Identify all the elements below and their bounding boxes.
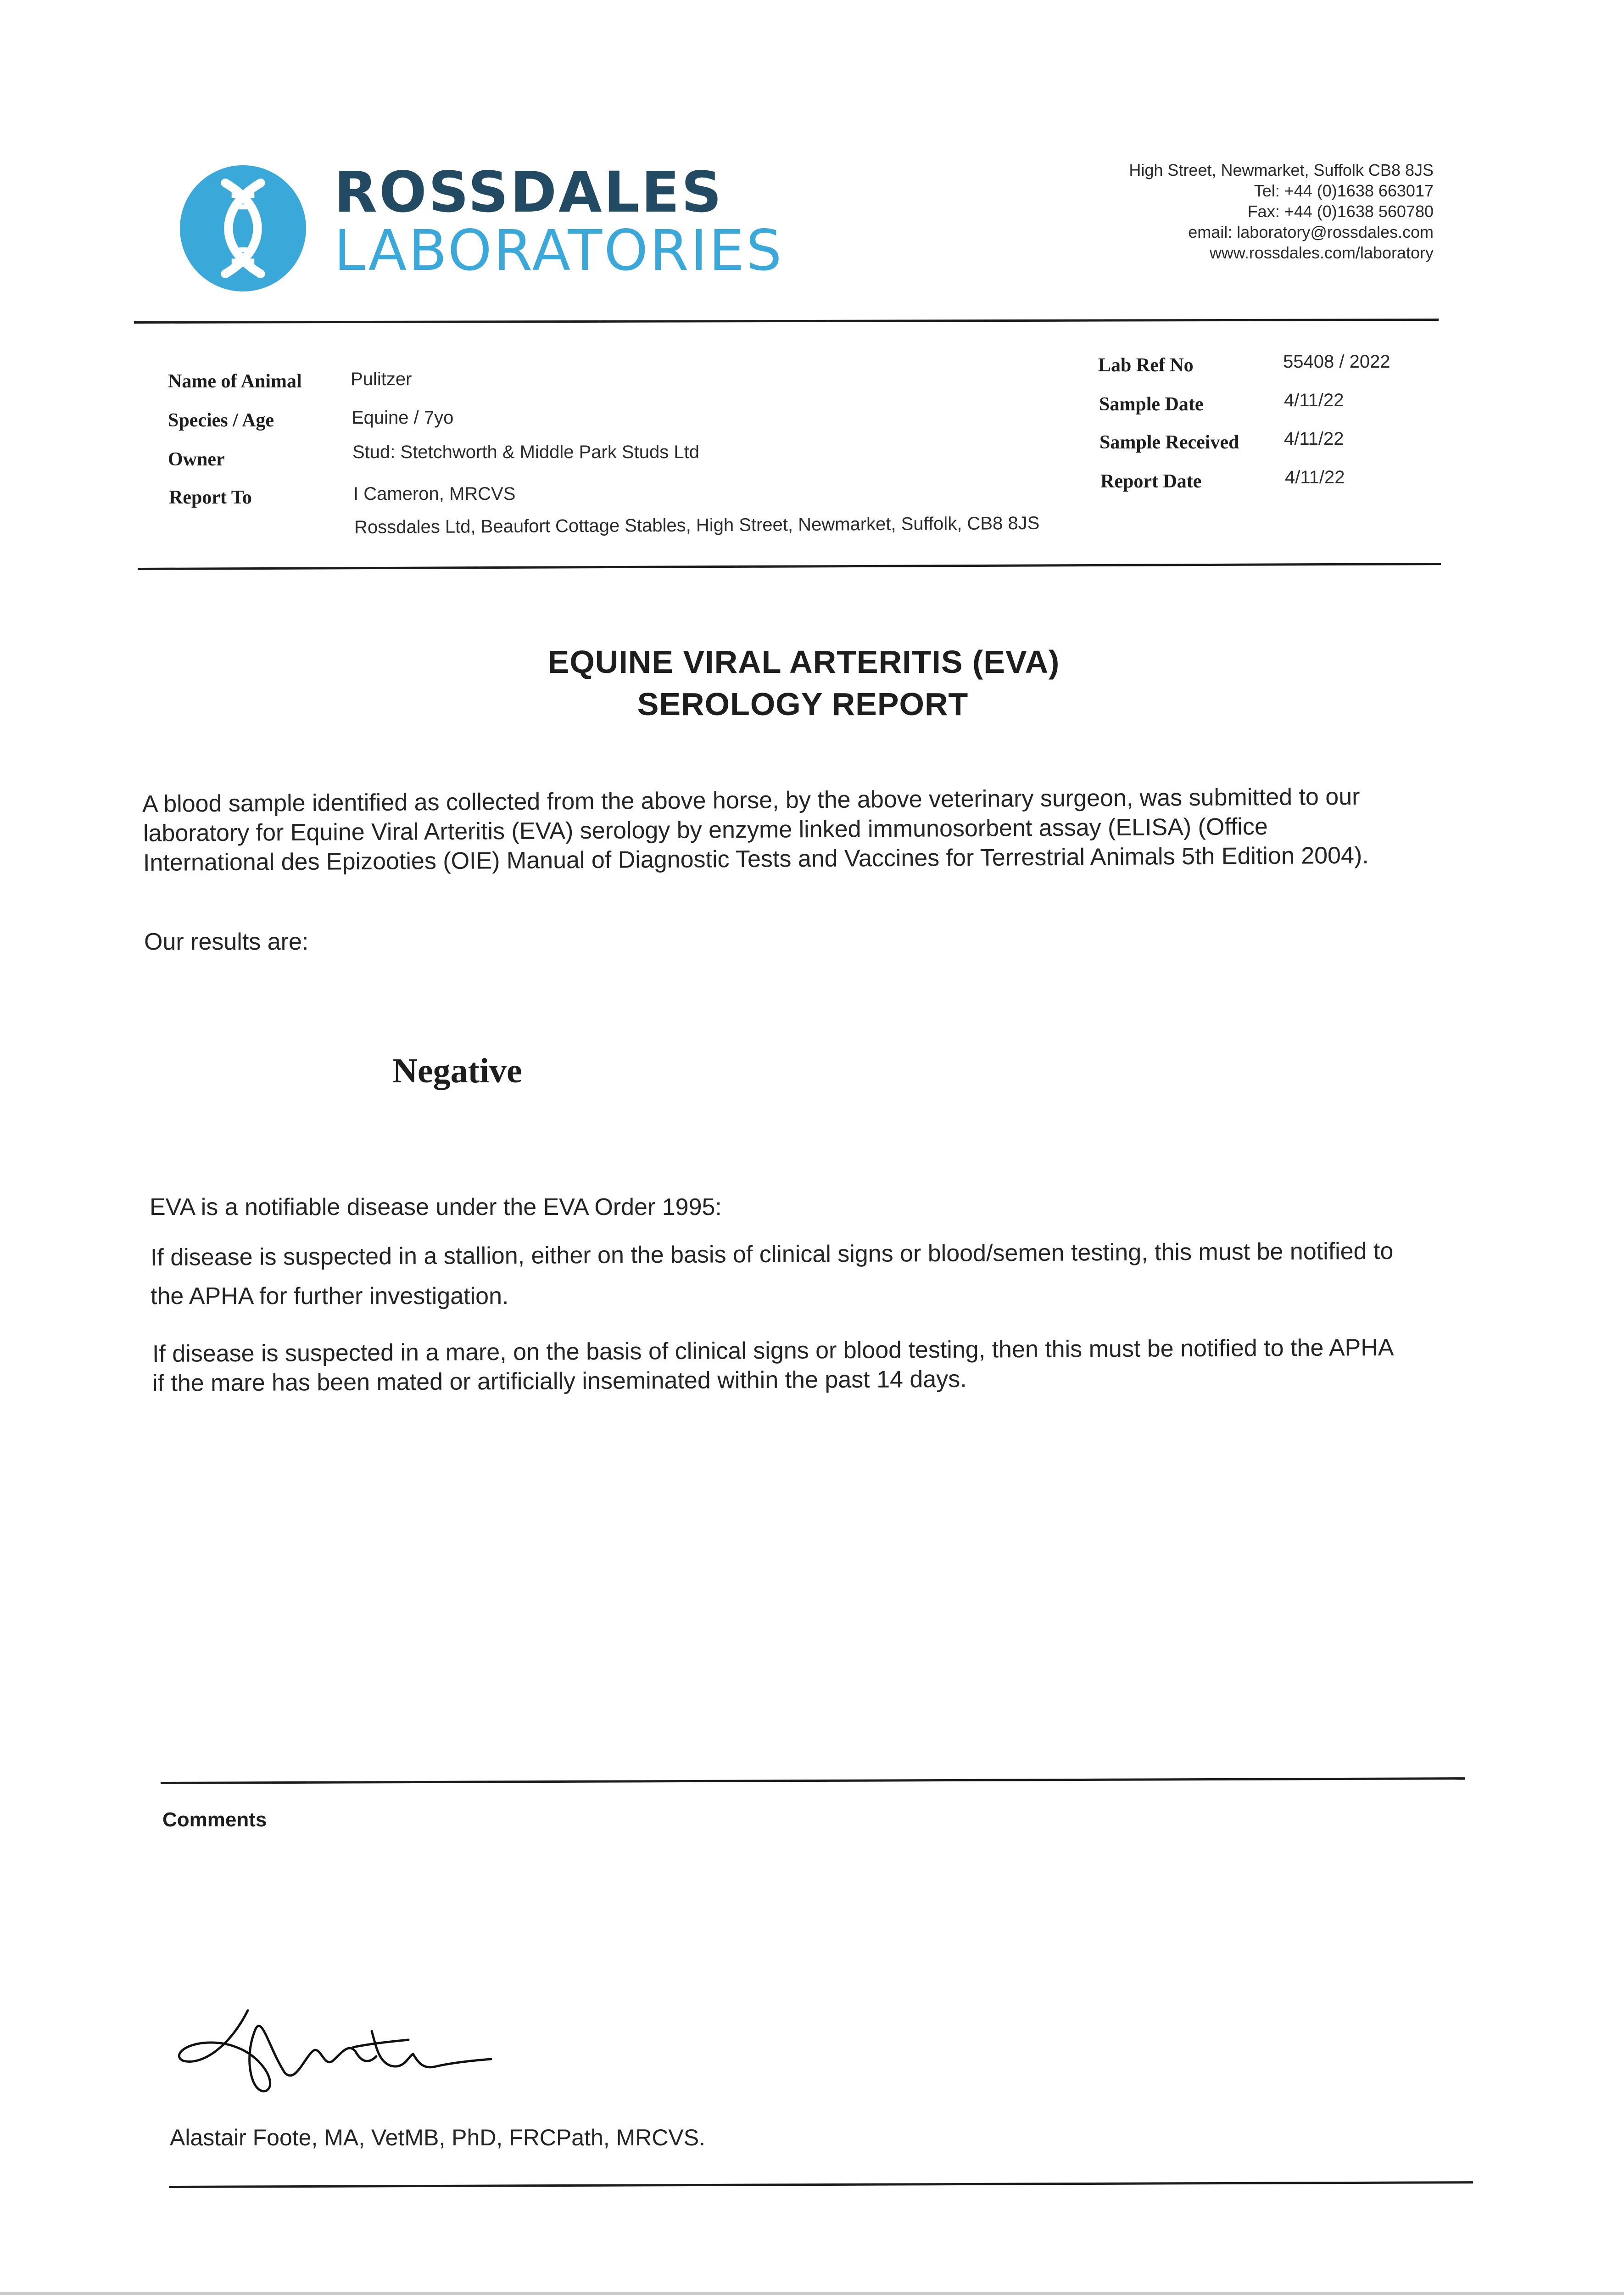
signatory-name: Alastair Foote, MA, VetMB, PhD, FRCPath, MRCVS. xyxy=(170,2125,706,2150)
contact-fax: Fax: +44 (0)1638 560780 xyxy=(1247,202,1434,221)
dna-helix-icon xyxy=(180,165,306,291)
report-to-value-line2: Rossdales Ltd, Beaufort Cottage Stables, High Street, Newmarket, Suffolk, CB8 8JS xyxy=(354,513,1040,537)
comments-label: Comments xyxy=(162,1808,267,1831)
owner-label: Owner xyxy=(168,449,225,470)
info-divider xyxy=(138,563,1441,570)
result-value: Negative xyxy=(392,1052,522,1090)
scan-edge xyxy=(0,2292,1624,2295)
comments-divider xyxy=(161,1777,1465,1784)
brand-name-line1: ROSSDALES xyxy=(334,160,724,225)
intro-line-2: laboratory for Equine Viral Arteritis (EVA) serology by enzyme linked immunosorbent assay (ELISA) (Office xyxy=(143,813,1268,847)
report-date-label: Report Date xyxy=(1100,471,1202,492)
contact-web: www.rossdales.com/laboratory xyxy=(1209,243,1434,262)
intro-line-1: A blood sample identified as collected from the above horse, by the above veterinary surgeon, was submitted to our xyxy=(142,783,1360,817)
results-intro: Our results are: xyxy=(144,929,309,955)
contact-email: email: laboratory@rossdales.com xyxy=(1188,223,1434,241)
signature-image xyxy=(174,1992,505,2102)
report-title-line1: EQUINE VIRAL ARTERITIS (EVA) xyxy=(547,644,1060,680)
stallion-line-2: the APHA for further investigation. xyxy=(151,1283,509,1310)
contact-address: High Street, Newmarket, Suffolk CB8 8JS xyxy=(1129,161,1434,179)
mare-line-2: if the mare has been mated or artificially inseminated within the past 14 days. xyxy=(152,1366,967,1397)
header-divider xyxy=(134,319,1439,324)
name-of-animal-value: Pulitzer xyxy=(351,369,412,389)
report-title-line2: SEROLOGY REPORT xyxy=(637,686,969,722)
sample-received-value: 4/11/22 xyxy=(1284,429,1344,449)
stallion-line-1: If disease is suspected in a stallion, either on the basis of clinical signs or blood/semen testing, this must be notified to xyxy=(150,1237,1394,1271)
intro-line-3: International des Epizooties (OIE) Manual of Diagnostic Tests and Vaccines for Terrestrial Animals 5th Edition 2004). xyxy=(143,842,1369,876)
report-to-label: Report To xyxy=(169,487,252,508)
report-to-value-line1: I Cameron, MRCVS xyxy=(353,484,516,504)
sample-received-label: Sample Received xyxy=(1099,432,1239,453)
lab-ref-value: 55408 / 2022 xyxy=(1283,352,1390,372)
sample-date-value: 4/11/22 xyxy=(1284,390,1344,410)
notifiable-statement: EVA is a notifiable disease under the EVA Order 1995: xyxy=(150,1194,722,1220)
report-date-value: 4/11/22 xyxy=(1285,467,1345,487)
mare-line-1: If disease is suspected in a mare, on the basis of clinical signs or blood testing, then this must be notified to the APHA xyxy=(152,1334,1394,1367)
footer-divider xyxy=(169,2181,1473,2188)
contact-block xyxy=(1129,160,1434,263)
species-age-value: Equine / 7yo xyxy=(352,408,454,428)
sample-date-label: Sample Date xyxy=(1099,394,1204,415)
contact-tel: Tel: +44 (0)1638 663017 xyxy=(1254,181,1434,200)
brand-name-line2: LABORATORIES xyxy=(334,218,784,283)
lab-ref-label: Lab Ref No xyxy=(1098,355,1194,376)
name-of-animal-label: Name of Animal xyxy=(168,371,302,392)
owner-value: Stud: Stetchworth & Middle Park Studs Ltd xyxy=(352,442,699,462)
species-age-label: Species / Age xyxy=(168,410,274,431)
